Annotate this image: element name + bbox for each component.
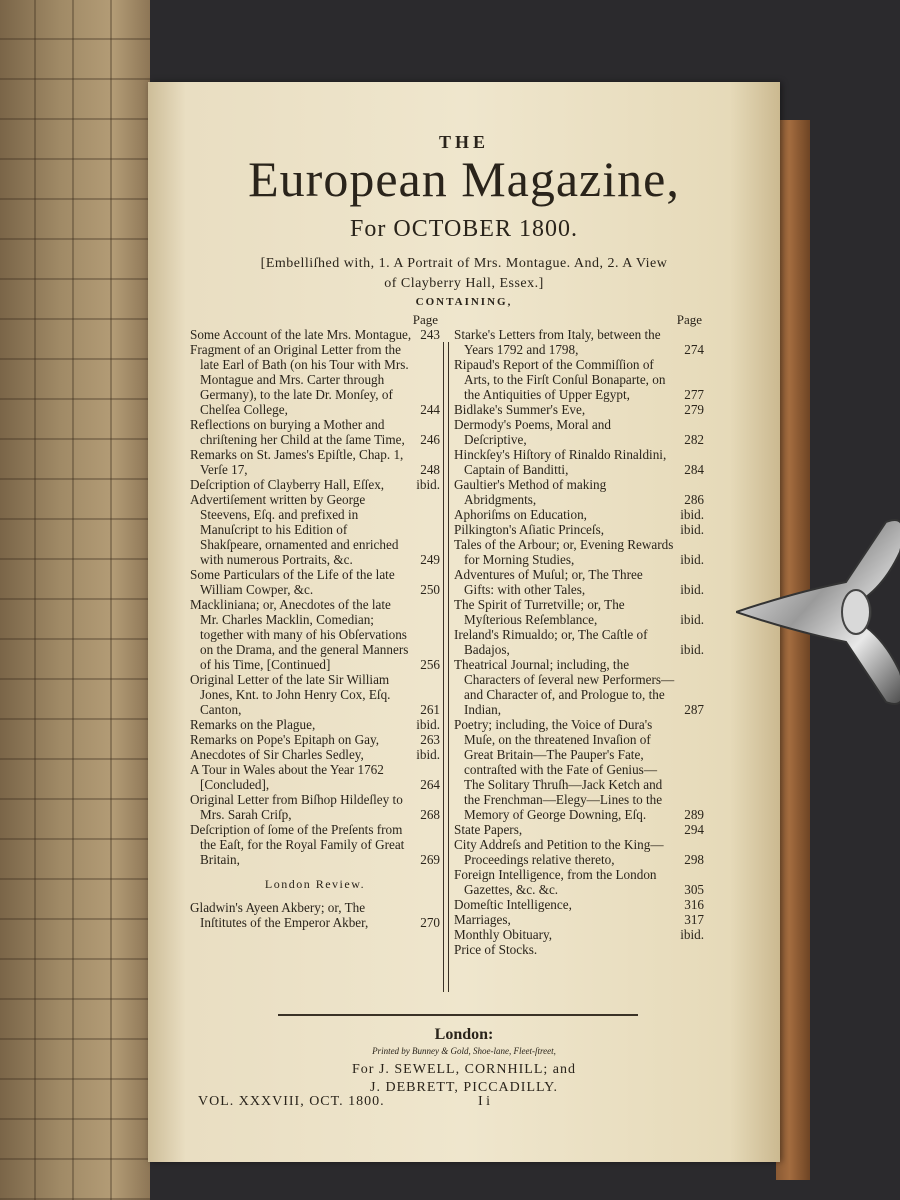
entry-title: Some Particulars of the Life of the late William Cowper, &c. xyxy=(190,567,395,597)
contents-entry xyxy=(190,327,440,342)
entry-page-number: 298 xyxy=(684,852,704,867)
contents-entry xyxy=(190,732,440,747)
contents-entry xyxy=(454,537,704,567)
entry-title: Reflections on burying a Mother and chriſtening her Child at the ſame Time, xyxy=(190,417,405,447)
contents-list-left xyxy=(190,327,440,867)
magazine-page xyxy=(148,82,780,1162)
embellishment-line-2: of Clayberry Hall, Essex.] xyxy=(384,276,544,291)
entry-title: Foreign Intelligence, from the London Gazettes, &c. &c. xyxy=(454,867,657,897)
entry-title: Adventures of Muſul; or, The Three Gifts: with other Tales, xyxy=(454,567,643,597)
entry-title: Remarks on Pope's Epitaph on Gay, xyxy=(190,732,380,747)
imprint-rule xyxy=(278,1014,638,1016)
entry-title: Aphoriſms on Education, xyxy=(454,507,587,522)
london-review-heading: London Review. xyxy=(264,877,366,891)
embellishment-note xyxy=(148,254,780,294)
entry-page-number: 248 xyxy=(420,462,440,477)
entry-page-number: ibid. xyxy=(680,507,704,522)
imprint-printer: Printed by Bunney & Gold, Shoe-lane, Fleet-ſtreet, xyxy=(372,1046,556,1056)
contents-entry xyxy=(454,597,704,627)
contents-entry xyxy=(454,447,704,477)
contents-entry xyxy=(190,822,440,867)
entry-page-number: 305 xyxy=(684,882,704,897)
entry-title: Dermody's Poems, Moral and Deſcriptive, xyxy=(454,417,611,447)
entry-page-number: 263 xyxy=(420,732,440,747)
contents-entry xyxy=(454,327,704,357)
masthead-title: European Magazine, xyxy=(248,151,680,207)
volume-line: VOL. XXXVIII, OCT. 1800. xyxy=(198,1094,385,1109)
entry-page-number: 284 xyxy=(684,462,704,477)
contents-entry xyxy=(454,942,704,957)
entry-page-number: 282 xyxy=(684,432,704,447)
contents-entry xyxy=(190,492,440,567)
facing-page-rule xyxy=(34,0,36,1200)
contents-entry xyxy=(454,912,704,927)
entry-page-number: 269 xyxy=(420,852,440,867)
contents-entry xyxy=(454,357,704,402)
entry-page-number: 261 xyxy=(420,702,440,717)
entry-page-number: 286 xyxy=(684,492,704,507)
facing-page-table-lines xyxy=(0,0,150,1200)
entry-title: Poetry; including, the Voice of Dura's Muſe, on the threatened Invaſion of Great Britain—The Pauper's Fate, contraſted with the Fate of Genius—The Solitary Thruſh—Jack Ketch and the Frenchman—Elegy—Lines to the Memory of George Downing, Eſq. xyxy=(454,717,663,822)
entry-page-number: 270 xyxy=(420,915,440,930)
entry-page-number: 274 xyxy=(684,342,704,357)
entry-title: Original Letter of the late Sir William Jones, Knt. to John Henry Cox, Eſq. Canton, xyxy=(190,672,391,717)
entry-page-number: ibid. xyxy=(680,582,704,597)
entry-page-number: ibid. xyxy=(416,477,440,492)
imprint-publisher-2: J. DEBRETT, PICCADILLY. xyxy=(370,1080,558,1095)
entry-page-number: 279 xyxy=(684,402,704,417)
entry-page-number: ibid. xyxy=(416,747,440,762)
issue-date: For OCTOBER 1800. xyxy=(350,216,578,242)
contents-entry xyxy=(454,897,704,912)
entry-title: A Tour in Wales about the Year 1762 [Concluded], xyxy=(190,762,384,792)
column-divider xyxy=(443,342,449,992)
entry-page-number: ibid. xyxy=(680,927,704,942)
entry-page-number: 268 xyxy=(420,807,440,822)
facing-page xyxy=(0,0,150,1200)
contents-entry xyxy=(190,900,440,930)
entry-title: Anecdotes of Sir Charles Sedley, xyxy=(190,747,364,762)
contents-entry xyxy=(454,822,704,837)
contents-entry xyxy=(454,867,704,897)
entry-page-number: ibid. xyxy=(680,612,704,627)
entry-page-number: 264 xyxy=(420,777,440,792)
entry-title: Original Letter from Biſhop Hildeſley to Mrs. Sarah Criſp, xyxy=(190,792,403,822)
contents-entry xyxy=(190,792,440,822)
contents-entry xyxy=(454,477,704,507)
contents-entry xyxy=(190,447,440,477)
entry-title: Hinckſey's Hiſtory of Rinaldo Rinaldini, Captain of Banditti, xyxy=(454,447,667,477)
contents-entry xyxy=(454,627,704,657)
imprint-city: London: xyxy=(434,1026,494,1043)
entry-page-number: 317 xyxy=(684,912,704,927)
entry-page-number: 256 xyxy=(420,657,440,672)
contents-left-column xyxy=(190,312,440,930)
entry-page-number: ibid. xyxy=(680,552,704,567)
entry-title: Domeſtic Intelligence, xyxy=(454,897,572,912)
contents-entry xyxy=(190,747,440,762)
contents-entry xyxy=(454,837,704,867)
entry-page-number: 244 xyxy=(420,402,440,417)
entry-title: Some Account of the late Mrs. Montague, xyxy=(190,327,412,342)
entry-page-number: 289 xyxy=(684,807,704,822)
contents-entry xyxy=(190,567,440,597)
entry-title: City Addreſs and Petition to the King—Proceedings relative thereto, xyxy=(454,837,664,867)
entry-title: Pilkington's Aſiatic Princeſs, xyxy=(454,522,605,537)
entry-title: Price of Stocks. xyxy=(454,942,538,957)
contents-entry xyxy=(190,717,440,732)
contents-entry xyxy=(454,927,704,942)
entry-title: Bidlake's Summer's Eve, xyxy=(454,402,586,417)
page-column-header: Page xyxy=(412,312,438,327)
contents-entry xyxy=(190,672,440,717)
contents-entry xyxy=(454,522,704,537)
entry-title: Marriages, xyxy=(454,912,511,927)
entry-title: Advertiſement written by George Steevens, Eſq. and prefixed in Manuſcript to his Edition of Shakſpeare, ornamented and enriched with numerous Portraits, &c. xyxy=(190,492,399,567)
contents-entry xyxy=(454,717,704,822)
contents-entry xyxy=(454,507,704,522)
entry-title: The Spirit of Turretville; or, The Myſterious Reſemblance, xyxy=(454,597,625,627)
entry-title: Tales of the Arbour; or, Evening Rewards for Morning Studies, xyxy=(454,537,674,567)
masthead-the: THE xyxy=(438,132,489,152)
entry-page-number: 243 xyxy=(420,327,440,342)
entry-title: State Papers, xyxy=(454,822,523,837)
embellishment-line-1: [Embelliſhed with, 1. A Portrait of Mrs. Montague. And, 2. A View xyxy=(260,256,668,271)
entry-title: Ireland's Rimualdo; or, The Caſtle of Badajos, xyxy=(454,627,648,657)
contents-entry xyxy=(190,762,440,792)
entry-title: Starke's Letters from Italy, between the Years 1792 and 1798, xyxy=(454,327,661,357)
entry-title: Gladwin's Ayeen Akbery; or, The Inſtitutes of the Emperor Akber, xyxy=(190,900,369,930)
entry-page-number: 246 xyxy=(420,432,440,447)
entry-title: Remarks on St. James's Epiſtle, Chap. 1, Verſe 17, xyxy=(190,447,404,477)
imprint-publisher: For J. SEWELL, CORNHILL; and xyxy=(352,1062,576,1077)
fleur-de-lis-clasp-icon xyxy=(736,512,900,712)
review-list xyxy=(190,900,440,930)
contents-entry xyxy=(190,342,440,417)
entry-title: Fragment of an Original Letter from the late Earl of Bath (on his Tour with Mrs. Montague and Mrs. Carter through Germany), to the late Dr. Monſey, of Chelſea College, xyxy=(190,342,409,417)
contents-right-column xyxy=(454,312,704,957)
entry-title: Ripaud's Report of the Commiſſion of Arts, to the Firſt Conſul Bonaparte, on the Antiquities of Upper Egypt, xyxy=(454,357,666,402)
facing-page-rule xyxy=(72,0,74,1200)
entry-title: Monthly Obituary, xyxy=(454,927,553,942)
signature-mark: I i xyxy=(478,1094,491,1109)
entry-page-number: 316 xyxy=(684,897,704,912)
contents-list-right xyxy=(454,327,704,957)
entry-title: Mackliniana; or, Anecdotes of the late Mr. Charles Macklin, Comedian; together with many of his Obſervations on the Drama, and the general Manners of his Time, [Continued] xyxy=(190,597,409,672)
entry-page-number: 287 xyxy=(684,702,704,717)
entry-page-number: 277 xyxy=(684,387,704,402)
contents-entry xyxy=(190,417,440,447)
facing-page-rule xyxy=(110,0,112,1200)
entry-page-number: ibid. xyxy=(680,642,704,657)
entry-title: Deſcription of Clayberry Hall, Eſſex, xyxy=(190,477,385,492)
contents-entry xyxy=(190,597,440,672)
entry-title: Remarks on the Plague, xyxy=(190,717,316,732)
entry-page-number: 294 xyxy=(684,822,704,837)
entry-page-number: ibid. xyxy=(416,717,440,732)
containing-heading: CONTAINING, xyxy=(415,296,513,308)
contents-entry xyxy=(454,567,704,597)
contents-entry xyxy=(454,402,704,417)
entry-title: Deſcription of ſome of the Preſents from the Eaſt, for the Royal Family of Great Britain, xyxy=(190,822,405,867)
contents-entry xyxy=(454,417,704,447)
contents-entry xyxy=(190,477,440,492)
contents-entry xyxy=(454,657,704,717)
entry-page-number: 249 xyxy=(420,552,440,567)
entry-title: Theatrical Journal; including, the Characters of ſeveral new Performers—and Character of, and Prologue to, the Indian, xyxy=(454,657,675,717)
entry-page-number: 250 xyxy=(420,582,440,597)
page-column-header: Page xyxy=(676,312,702,327)
entry-title: Gaultier's Method of making Abridgments, xyxy=(454,477,607,507)
entry-page-number: ibid. xyxy=(680,522,704,537)
